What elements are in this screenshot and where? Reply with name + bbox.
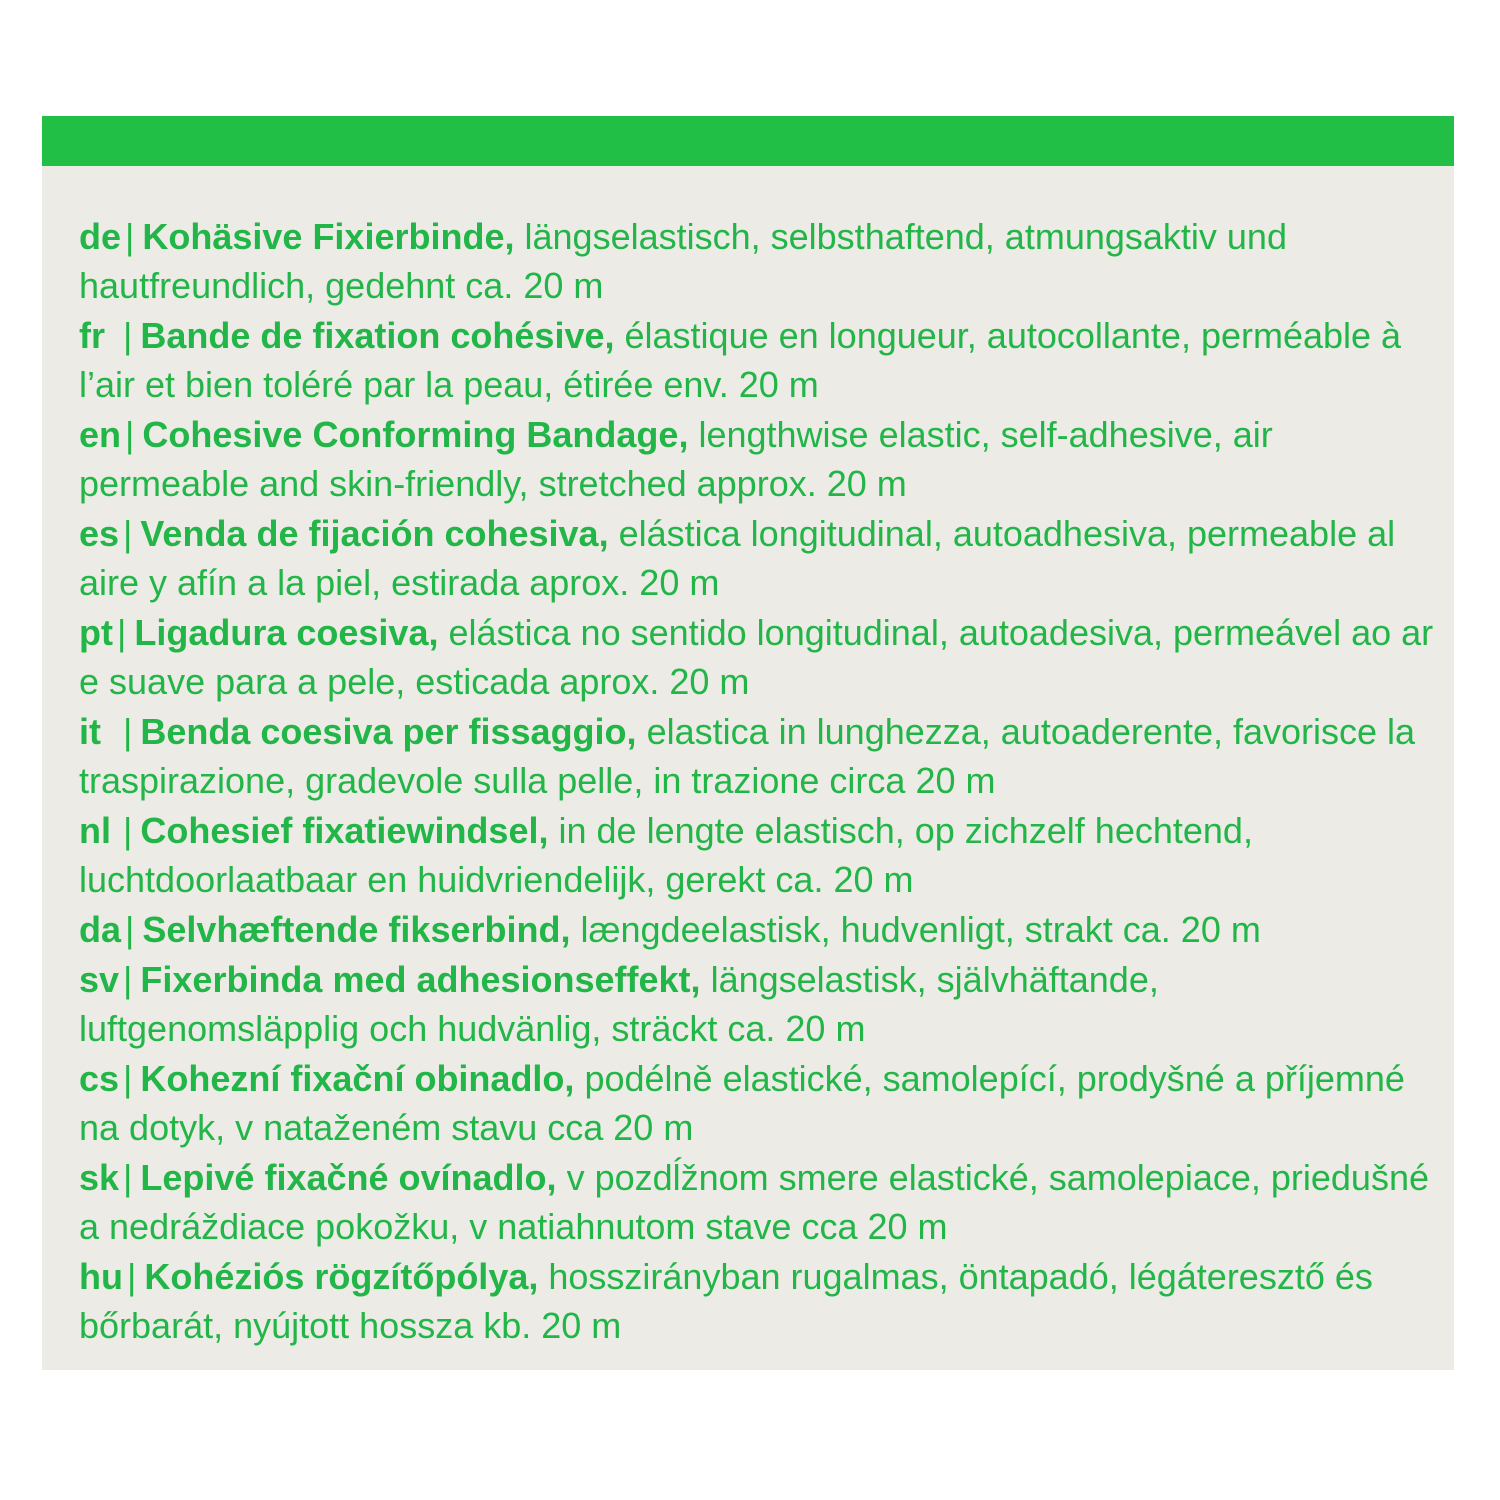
entry-da [79,905,1449,954]
separator: | [125,909,135,950]
language-code: cs [79,1058,120,1099]
separator: | [123,711,133,752]
separator: | [123,959,133,1000]
product-description: längselastisk, självhäftande, luftgenomsläpplig och hudvänlig, sträckt ca. 20 m [79,959,1159,1049]
product-name: Fixerbinda med adhesionseffekt, [140,959,701,1000]
separator: | [116,612,127,653]
product-name: Ligadura coesiva, [134,612,439,653]
product-description: v pozdĺžnom smere elastické, samolepiace, priedušné a nedráždiace pokožku, v natiahnutom stave cca 20 m [79,1157,1429,1247]
separator: | [123,1058,133,1099]
language-code: it [79,711,101,752]
separator: | [126,1256,137,1297]
product-name: Kohéziós rögzítőpólya, [144,1256,539,1297]
product-description: elastica in lunghezza, autoaderente, favorisce la traspirazione, gradevole sulla pelle, in trazione circa 20 m [79,711,1416,801]
language-code: da [79,909,122,950]
product-name: Kohäsive Fixierbinde, [142,216,515,257]
green-header-band [42,116,1454,166]
entry-nl [79,806,1449,904]
language-code: en [79,414,122,455]
entry-pt [79,608,1449,706]
entry-hu [79,1252,1449,1350]
language-code: fr [79,315,105,356]
product-name: Kohezní fixační obinadlo, [140,1058,575,1099]
product-description: elástica no sentido longitudinal, autoadesiva, permeável ao ar e suave para a pele, esticada aprox. 20 m [79,612,1434,702]
entry-es [79,509,1449,607]
product-description: lengthwise elastic, self-adhesive, air permeable and skin-friendly, stretched approx. 20 m [79,414,1273,504]
product-name: Benda coesiva per fissaggio, [140,711,637,752]
separator: | [125,216,135,257]
product-description: in de lengte elastisch, op zichzelf hechtend, luchtdoorlaatbaar en huidvriendelijk, gerekt ca. 20 m [79,810,1253,900]
entry-de [79,212,1449,310]
entry-it [79,707,1449,805]
language-code: nl [79,810,111,851]
separator: | [123,810,133,851]
separator: | [125,414,135,455]
language-code: sv [79,959,120,1000]
product-description: elástica longitudinal, autoadhesiva, permeable al aire y afín a la piel, estirada aprox. 20 m [79,513,1396,603]
multilingual-description-list [79,212,1449,1351]
package-panel [42,116,1454,1370]
product-description: podélně elastické, samolepící, prodyšné a příjemné na dotyk, v nataženém stavu cca 20 m [79,1058,1405,1148]
language-code: de [79,216,122,257]
language-code: es [79,513,120,554]
entry-cs [79,1054,1449,1152]
entry-fr [79,311,1449,409]
separator: | [123,1157,133,1198]
product-description: hosszirányban rugalmas, öntapadó, légáteresztő és bőrbarát, nyújtott hossza kb. 20 m [79,1256,1373,1346]
product-name: Bande de fixation cohésive, [140,315,615,356]
language-code: sk [79,1157,120,1198]
language-code: pt [79,612,113,653]
entry-sk [79,1153,1449,1251]
product-name: Cohesive Conforming Bandage, [142,414,689,455]
language-code: hu [79,1256,123,1297]
entry-en [79,410,1449,508]
product-description: élastique en longueur, autocollante, perméable à l’air et bien toléré par la peau, étirée env. 20 m [79,315,1402,405]
product-description: længdeelastisk, hudvenligt, strakt ca. 20 m [580,909,1261,950]
entry-sv [79,955,1449,1053]
separator: | [123,315,133,356]
separator: | [123,513,133,554]
product-name: Lepivé fixačné ovínadlo, [140,1157,557,1198]
product-description: längselastisch, selbsthaftend, atmungsaktiv und hautfreundlich, gedehnt ca. 20 m [79,216,1287,306]
product-name: Cohesief fixatiewindsel, [140,810,549,851]
product-name: Selvhæftende fikserbind, [142,909,571,950]
product-name: Venda de fijación cohesiva, [140,513,609,554]
